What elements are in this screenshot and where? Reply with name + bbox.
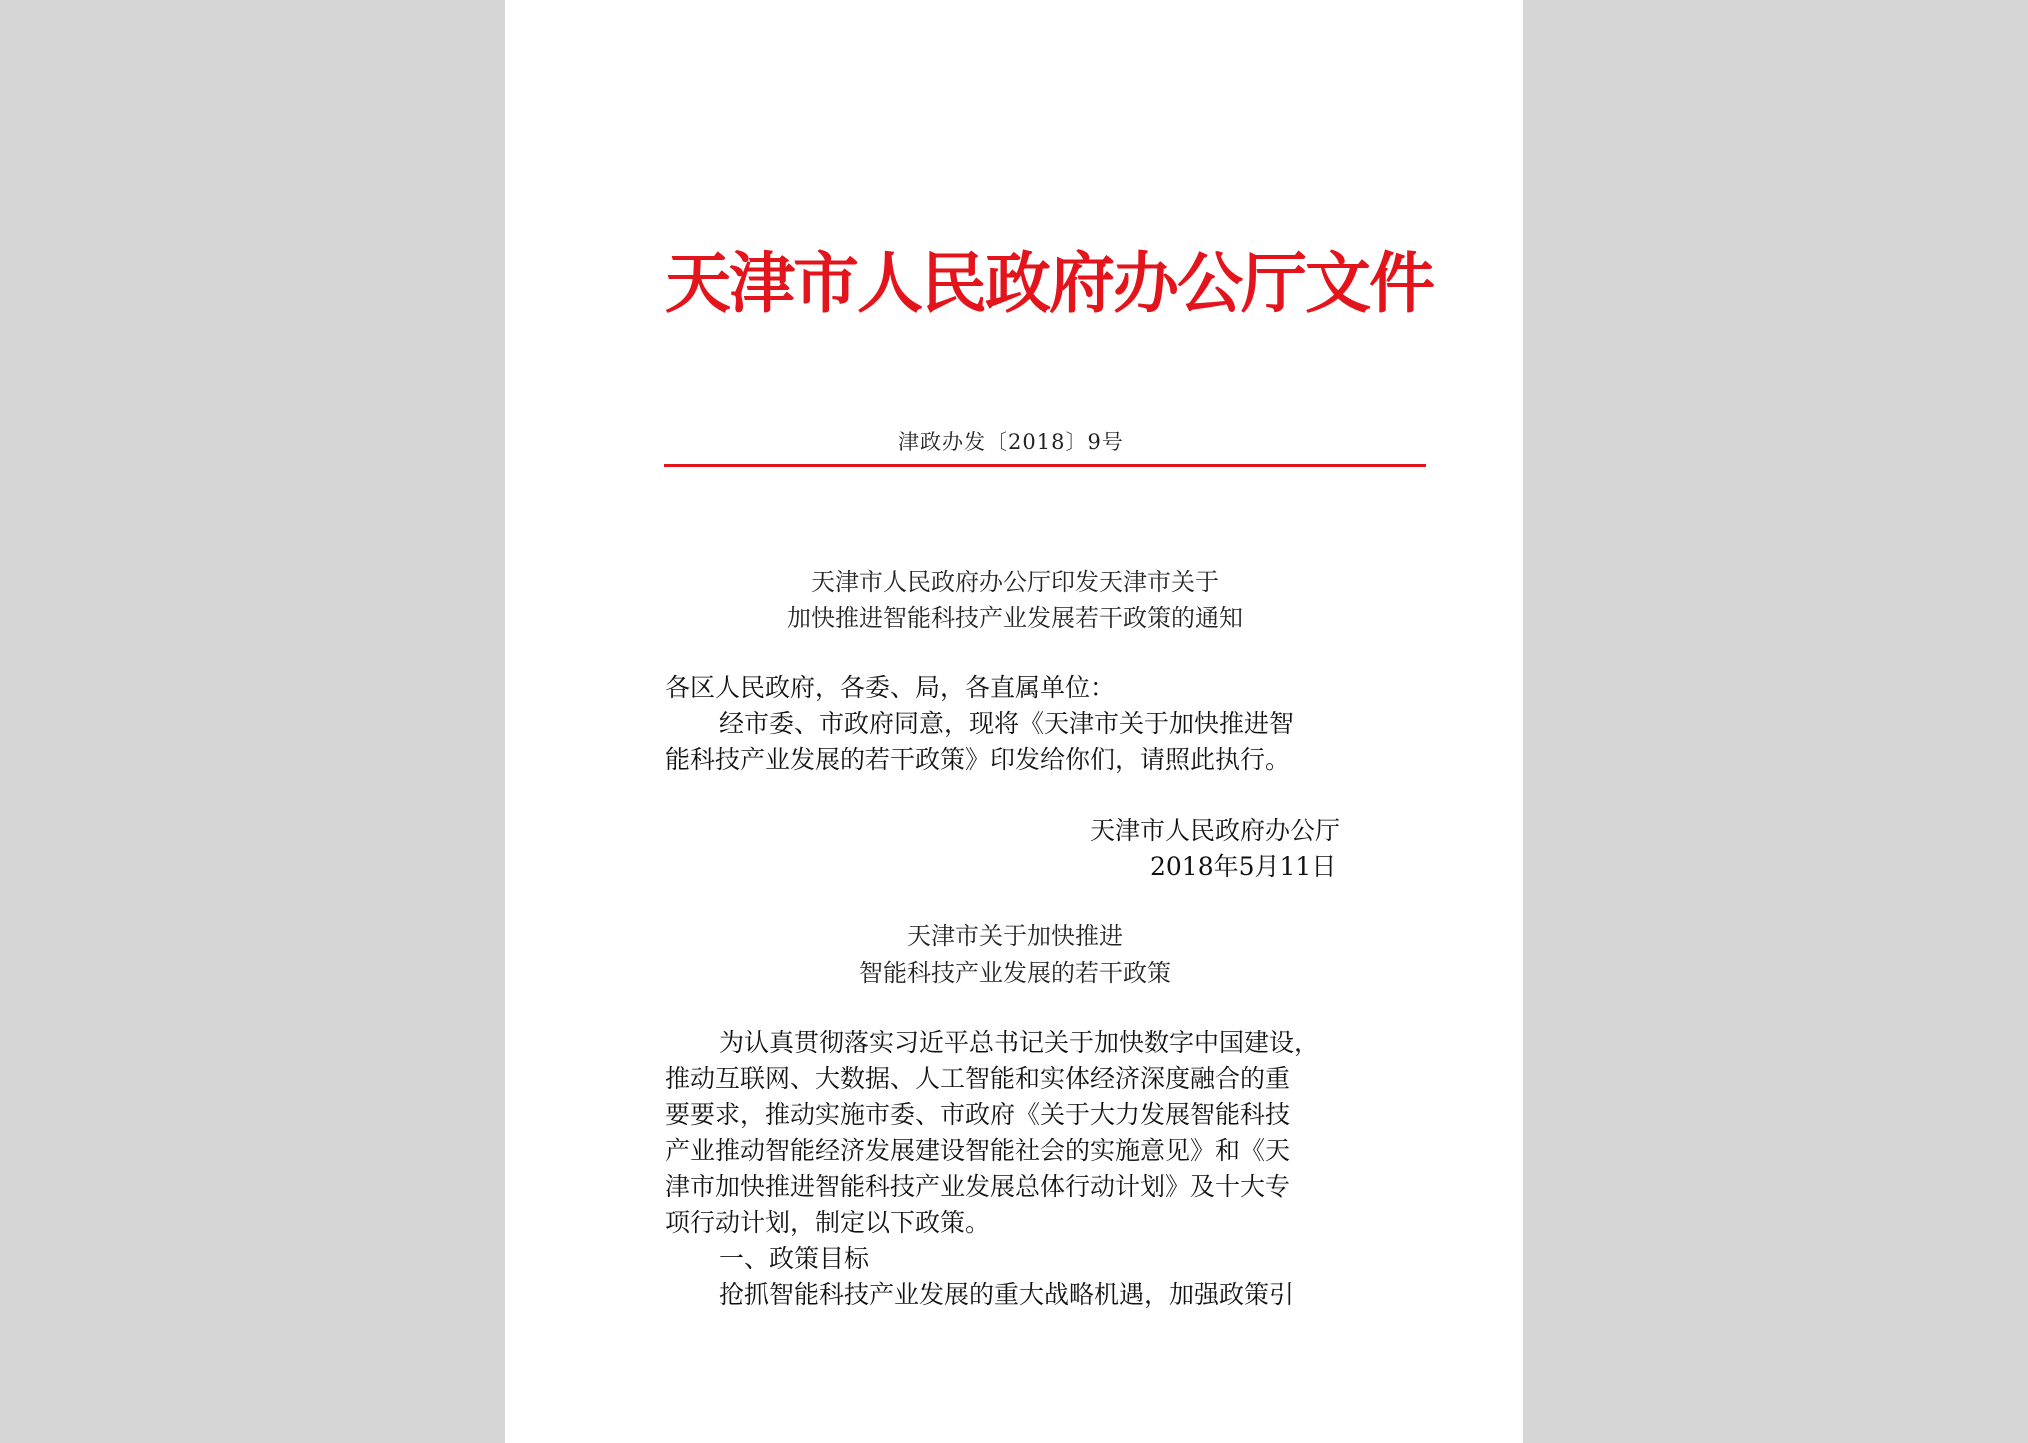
addressee-line: 各区人民政府，各委、局，各直属单位： <box>665 673 1116 702</box>
signature-date: 2018年5月11日 <box>1150 852 1337 881</box>
signature-organization: 天津市人民政府办公厅 <box>1090 816 1341 845</box>
intro-paragraph-line: 产业推动智能经济发展建设智能社会的实施意见》和《天 <box>665 1136 1291 1165</box>
policy-title-line: 智能科技产业发展的若干政策 <box>859 959 1171 987</box>
section-body-line: 抢抓智能科技产业发展的重大战略机遇，加强政策引 <box>719 1280 1295 1309</box>
notice-body-line: 经市委、市政府同意，现将《天津市关于加快推进智 <box>719 709 1295 738</box>
policy-title-line: 天津市关于加快推进 <box>907 922 1123 950</box>
intro-paragraph-line: 项行动计划，制定以下政策。 <box>665 1208 991 1237</box>
section-heading: 一、政策目标 <box>719 1244 870 1273</box>
document-header-title: 天津市人民政府办公厅文件 <box>665 244 1433 322</box>
notice-title-line: 天津市人民政府办公厅印发天津市关于 <box>811 568 1219 596</box>
intro-paragraph-line: 津市加快推进智能科技产业发展总体行动计划》及十大专 <box>665 1172 1291 1201</box>
notice-body-line: 能科技产业发展的若干政策》印发给你们，请照此执行。 <box>665 745 1291 774</box>
document-page <box>505 0 1523 1443</box>
intro-paragraph-line: 为认真贯彻落实习近平总书记关于加快数字中国建设， <box>719 1028 1320 1057</box>
notice-title-line: 加快推进智能科技产业发展若干政策的通知 <box>787 604 1243 632</box>
notice-title <box>665 564 1365 636</box>
red-divider-line <box>664 464 1426 467</box>
document-number: 津政办发〔2018〕9号 <box>898 430 1124 454</box>
intro-paragraph-line: 推动互联网、大数据、人工智能和实体经济深度融合的重 <box>665 1064 1291 1093</box>
intro-paragraph-line: 要要求，推动实施市委、市政府《关于大力发展智能科技 <box>665 1100 1291 1129</box>
policy-title <box>665 918 1365 992</box>
